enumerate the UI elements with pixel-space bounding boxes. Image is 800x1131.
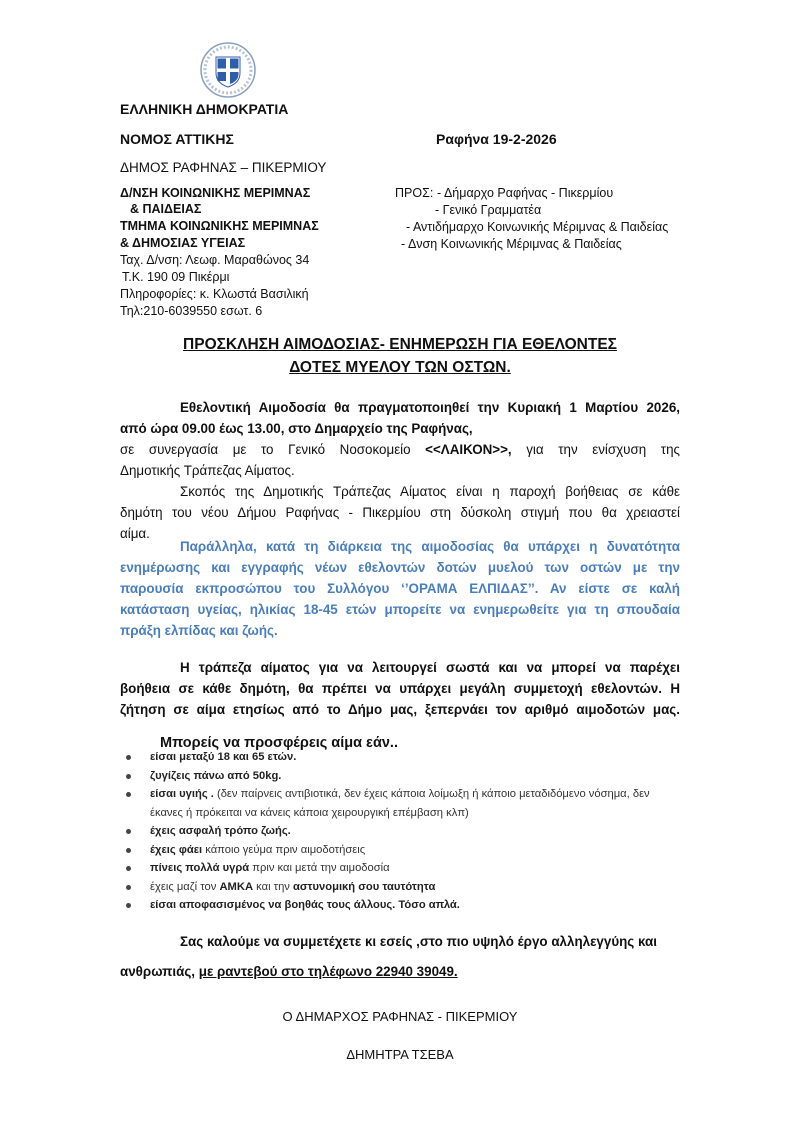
- item-text: πίνεις πολλά υγρά: [150, 862, 250, 874]
- need-line-1: Η τράπεζα αίματος για να λειτουργεί σωστά και να μπορεί να παρέχει: [180, 660, 680, 675]
- event-time-place-line: από ώρα 09.00 έως 13.00, στο Δημαρχείο της Ραφήνας,: [120, 421, 473, 436]
- bullet-icon: [126, 829, 131, 834]
- document-title-line2: ΔΟΤΕΣ ΜΥΕΛΟΥ ΤΩΝ ΟΣΤΩΝ.: [289, 359, 511, 376]
- item-detail-cont: έκανες ή πρόκειται να κάνεις κάποια χειρουργική επέμβαση κλπ): [150, 806, 469, 819]
- event-date-line: Εθελοντική Αιμοδοσία θα πραγματοποιηθεί την Κυριακή 1 Μαρτίου 2026,: [180, 400, 680, 415]
- paragraph-blood-bank-need: [120, 657, 680, 720]
- sender-info: Πληροφορίες: κ. Κλωστά Βασιλική: [120, 287, 309, 301]
- list-item: [126, 767, 650, 786]
- paragraph-event-details: [120, 397, 680, 544]
- item-detail: πριν και μετά την αιμοδοσία: [249, 862, 390, 874]
- bullet-icon: [126, 755, 131, 760]
- purpose-line-3: αίμα.: [120, 526, 150, 541]
- paragraph-bone-marrow-info: [120, 536, 680, 641]
- list-item: [126, 859, 650, 878]
- sender-directorate-cont: & ΠΑΙΔΕΙΑΣ: [130, 202, 202, 216]
- marrow-line-4: κατάσταση υγείας, ηλικίας 18-45 ετών μπορείτε να ενημερωθείτε για τη σπουδαία: [120, 602, 680, 617]
- item-text: ΑΜΚΑ: [219, 880, 254, 893]
- item-text: είσαι αποφασισμένος να βοηθάς τους άλλους. Τόσο απλά.: [150, 899, 460, 911]
- purpose-line-2: δημότη του νέου Δήμου Ραφήνας - Πικερμίου στη δύσκολη στιγμή που θα χρειαστεί: [120, 505, 680, 520]
- marrow-line-1: Παράλληλα, κατά τη διάρκεια της αιμοδοσίας θα υπάρχει η δυνατότητα: [180, 539, 680, 554]
- item-text: ζυγίζεις πάνω από 50kg.: [150, 769, 282, 782]
- list-item: [126, 878, 650, 897]
- marrow-line-2: ενημέρωσης και εγγραφής νέων εθελοντών δοτών μυελού των οστών με την: [120, 560, 680, 575]
- bullet-icon: [126, 903, 131, 908]
- partner-text-end: για την ενίσχυση της: [511, 442, 680, 457]
- list-item: [126, 841, 650, 860]
- recipient-item: - Δνση Κοινωνικής Μέριμνας & Παιδείας: [401, 237, 622, 251]
- list-item: [126, 822, 650, 841]
- event-partner-line: [120, 439, 680, 460]
- item-detail: (δεν παίρνεις αντιβιοτικά, δεν έχεις κάποια λοίμωξη ή κάποιο μεταδιδόμενο νόσημα, δεν: [213, 788, 650, 800]
- marrow-line-5: πράξη ελπίδας και ζωής.: [120, 623, 278, 638]
- item-detail: κάποιο γεύμα πριν αιμοδοτήσεις: [202, 843, 366, 856]
- bullet-icon: [126, 774, 131, 779]
- need-line-3: ζήτηση σε αίμα ετησίως από το Δήμο μας, ξεπερνάει τον αριθμό αιμοδοτών μας.: [120, 702, 680, 717]
- item-text: αστυνομική σου ταυτότητα: [293, 880, 436, 893]
- list-item: [126, 896, 650, 915]
- greek-coat-of-arms-icon: [199, 41, 257, 99]
- municipality-name: ΔΗΜΟΣ ΡΑΦΗΝΑΣ – ΠΙΚΕΡΜΙΟΥ: [120, 160, 327, 175]
- item-text: έχεις ασφαλή τρόπο ζωής.: [150, 825, 291, 837]
- bullet-icon: [126, 792, 131, 797]
- list-item: [126, 785, 650, 804]
- sender-directorate: Δ/ΝΣΗ ΚΟΙΝΩΝΙΚΗΣ ΜΕΡΙΜΝΑΣ: [120, 186, 311, 200]
- item-text: είσαι υγιής .: [150, 788, 214, 800]
- signature-name: ΔΗΜΗΤΡΑ ΤΣΕΒΑ: [346, 1047, 454, 1062]
- document-title-line1: ΠΡΟΣΚΛΗΣΗ ΑΙΜΟΔΟΣΙΑΣ- ΕΝΗΜΕΡΩΣΗ ΓΙΑ ΕΘΕΛΟΝΤΕΣ: [183, 336, 617, 353]
- item-text: έχεις φάει: [150, 843, 203, 856]
- recipients-label: ΠΡΟΣ:: [395, 186, 434, 200]
- recipient-item: - Δήμαρχο Ραφήνας - Πικερμίου: [437, 186, 614, 200]
- partner-text: σε συνεργασία με το Γενικό Νοσοκομείο: [120, 442, 426, 457]
- purpose-line-1: Σκοπός της Δημοτικής Τράπεζας Αίματος είναι η παροχή βοήθειας σε κάθε: [180, 484, 680, 499]
- bullet-icon: [126, 885, 131, 890]
- item-text: είσαι μεταξύ 18 και 65 ετών.: [150, 751, 297, 763]
- hospital-name: <<ΛΑΙΚΟΝ>>,: [425, 442, 512, 457]
- signature-role: Ο ΔΗΜΑΡΧΟΣ ΡΑΦΗΝΑΣ - ΠΙΚΕΡΜΙΟΥ: [282, 1009, 518, 1024]
- eligibility-list: [126, 748, 650, 915]
- list-item: [126, 748, 650, 767]
- item-detail: έχεις μαζί τον: [150, 880, 220, 893]
- item-detail: και την: [253, 880, 294, 893]
- closing-line-1: Σας καλούμε να συμμετέχετε κι εσείς ,στο πιο υψηλό έργο αλληλεγγύης και: [180, 934, 657, 949]
- eligibility-heading: Μπορείς να προσφέρεις αίμα εάν..: [160, 735, 398, 751]
- closing-text: ανθρωπιάς,: [120, 964, 199, 979]
- prefecture-name: ΝΟΜΟΣ ΑΤΤΙΚΗΣ: [120, 131, 234, 147]
- sender-department: ΤΜΗΜΑ ΚΟΙΝΩΝΙΚΗΣ ΜΕΡΙΜΝΑΣ: [120, 219, 319, 233]
- appointment-phone: με ραντεβού στο τηλέφωνο 22940 39049.: [198, 964, 458, 979]
- closing-line-2: [120, 964, 458, 979]
- sender-postcode: Τ.Κ. 190 09 Πικέρμι: [122, 270, 230, 284]
- recipient-item: - Γενικό Γραμματέα: [435, 203, 542, 217]
- need-line-2: βοήθεια σε κάθε δημότη, θα πρέπει να υπάρχει μεγάλη συμμετοχή εθελοντών. Η: [120, 681, 680, 696]
- place-date: Ραφήνα 19-2-2026: [436, 131, 557, 147]
- marrow-line-3: παρουσία εκπροσώπου του Συλλόγου ‘’ΟΡΑΜΑ ΕΛΠΙΔΑΣ’’. Αν είστε σε καλή: [120, 581, 680, 596]
- sender-department-cont: & ΔΗΜΟΣΙΑΣ ΥΓΕΙΑΣ: [120, 236, 246, 250]
- sender-phone: Τηλ:210-6039550 εσωτ. 6: [120, 304, 263, 318]
- recipient-item: - Αντιδήμαρχο Κοινωνικής Μέριμνας & Παιδείας: [406, 220, 669, 234]
- country-name: ΕΛΛΗΝΙΚΗ ΔΗΜΟΚΡΑΤΙΑ: [120, 101, 289, 117]
- list-item-continuation: [126, 804, 650, 823]
- bullet-icon: [126, 848, 131, 853]
- blood-bank-line: Δημοτικής Τράπεζας Αίματος.: [120, 463, 295, 478]
- bullet-icon: [126, 866, 131, 871]
- sender-address: Ταχ. Δ/νση: Λεωφ. Μαραθώνος 34: [120, 253, 310, 267]
